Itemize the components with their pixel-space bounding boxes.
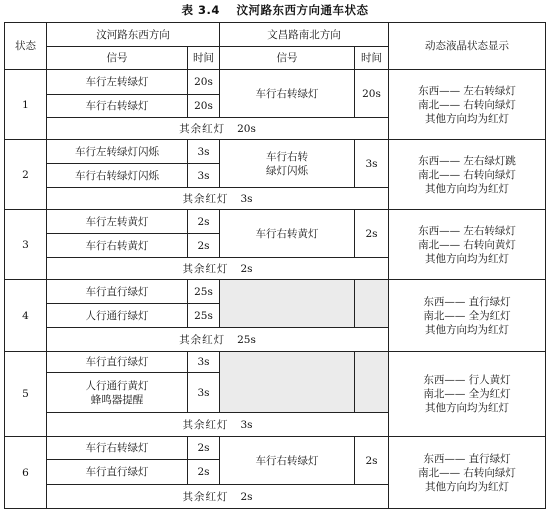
ew-signal: 车行右转绿灯闪烁 <box>47 164 188 188</box>
rest-label: 其余红灯 <box>179 122 226 135</box>
table-row <box>5 280 546 304</box>
rest-label: 其余红灯 <box>182 418 229 431</box>
display-line: 其他方向均为红灯 <box>425 252 509 265</box>
display-line: 南北—— 右转向绿灯 <box>418 466 516 479</box>
ns-time: 3s <box>355 140 389 188</box>
display-line: 东西—— 左右绿灯跳 <box>418 154 516 167</box>
ns-signal: 车行右转绿灯 <box>220 70 355 118</box>
ew-signal: 车行右转绿灯 <box>47 437 188 460</box>
table-row <box>5 70 546 95</box>
ns-signal <box>220 140 355 188</box>
ew-signal: 车行直行绿灯 <box>47 352 188 373</box>
display-line: 东西—— 直行绿灯 <box>423 295 511 308</box>
ew-signal: 车行左转绿灯 <box>47 70 188 95</box>
table-row <box>5 210 546 234</box>
ns-signal-empty <box>220 280 355 328</box>
header-ew-signal: 信号 <box>47 47 188 70</box>
header-ew-group: 汶河路东西方向 <box>47 23 220 47</box>
ew-time: 3s <box>188 373 220 413</box>
ew-signal: 车行直行绿灯 <box>47 280 188 304</box>
display-line: 东西—— 直行绿灯 <box>423 452 511 465</box>
ew-signal: 人行通行绿灯 <box>47 304 188 328</box>
ew-time: 2s <box>188 210 220 234</box>
display-line: 东西—— 行人黄灯 <box>423 374 511 386</box>
rest-label: 其余红灯 <box>179 333 226 346</box>
ew-time: 3s <box>188 352 220 373</box>
state-number: 4 <box>5 280 47 352</box>
ew-signal: 车行左转黄灯 <box>47 210 188 234</box>
rest-time: 3s <box>240 418 253 431</box>
ew-signal: 车行直行绿灯 <box>47 460 188 485</box>
ew-signal <box>47 373 188 413</box>
ew-time: 2s <box>188 460 220 485</box>
caption-text: 汶河路东西方向通车状态 <box>236 3 369 17</box>
rest-red-light <box>47 118 389 140</box>
ns-signal-line: 绿灯闪烁 <box>266 164 308 177</box>
ew-time: 2s <box>188 234 220 258</box>
ns-time: 2s <box>355 437 389 485</box>
rest-time: 2s <box>240 490 253 503</box>
rest-red-light <box>47 413 389 437</box>
ew-time: 3s <box>188 140 220 164</box>
display-line: 其他方向均为红灯 <box>425 402 509 414</box>
display-status <box>389 210 546 280</box>
ew-time: 25s <box>188 280 220 304</box>
header-ns-time: 时间 <box>355 47 389 70</box>
display-status <box>389 70 546 140</box>
state-number: 5 <box>5 352 47 437</box>
display-line: 其他方向均为红灯 <box>425 323 509 336</box>
rest-label: 其余红灯 <box>182 192 229 205</box>
state-number: 6 <box>5 437 47 509</box>
ns-time-empty <box>355 352 389 413</box>
ns-signal: 车行右转绿灯 <box>220 437 355 485</box>
display-line: 其他方向均为红灯 <box>425 480 509 493</box>
ns-time-empty <box>355 280 389 328</box>
table-row <box>5 437 546 460</box>
ew-time: 2s <box>188 437 220 460</box>
rest-label: 其余红灯 <box>182 490 229 503</box>
table-row <box>5 352 546 373</box>
rest-red-light <box>47 485 389 509</box>
display-line: 东西—— 左右转绿灯 <box>418 84 516 97</box>
state-number: 2 <box>5 140 47 210</box>
ew-time: 20s <box>188 95 220 118</box>
ew-time: 25s <box>188 304 220 328</box>
ew-signal-line: 人行通行黄灯 <box>85 379 149 392</box>
table-caption <box>0 2 550 18</box>
display-line: 东西—— 左右转绿灯 <box>418 224 516 237</box>
ew-time: 20s <box>188 70 220 95</box>
header-ns-signal: 信号 <box>220 47 355 70</box>
display-line: 南北—— 全为红灯 <box>423 309 511 322</box>
header-row-1 <box>5 23 546 47</box>
ew-signal: 车行右转黄灯 <box>47 234 188 258</box>
ns-time: 20s <box>355 70 389 118</box>
caption-number: 表 3.4 <box>181 3 220 17</box>
ns-signal: 车行右转黄灯 <box>220 210 355 258</box>
table-row <box>5 140 546 164</box>
rest-red-light <box>47 258 389 280</box>
ns-time: 2s <box>355 210 389 258</box>
ew-signal: 车行右转绿灯 <box>47 95 188 118</box>
ns-signal-line: 车行右转 <box>266 150 308 163</box>
ns-signal-empty <box>220 352 355 413</box>
header-ns-group: 文昌路南北方向 <box>220 23 389 47</box>
display-line: 南北—— 右转向黄灯 <box>418 238 516 251</box>
rest-red-light <box>47 188 389 210</box>
header-display: 动态液晶状态显示 <box>389 23 546 70</box>
display-line: 其他方向均为红灯 <box>425 112 509 125</box>
display-line: 其他方向均为红灯 <box>425 182 509 195</box>
traffic-state-table <box>4 22 546 509</box>
rest-time: 25s <box>237 333 256 346</box>
display-line: 南北—— 右转向绿灯 <box>418 168 516 181</box>
header-state: 状态 <box>5 23 47 70</box>
rest-time: 3s <box>240 192 253 205</box>
display-line: 南北—— 全为红灯 <box>423 388 511 400</box>
state-number: 1 <box>5 70 47 140</box>
ew-signal-line: 蜂鸣器提醒 <box>90 393 144 406</box>
header-ew-time: 时间 <box>188 47 220 70</box>
display-line: 南北—— 右转向绿灯 <box>418 98 516 111</box>
rest-time: 20s <box>237 122 256 135</box>
ew-time: 3s <box>188 164 220 188</box>
rest-label: 其余红灯 <box>182 262 229 275</box>
ew-signal: 车行左转绿灯闪烁 <box>47 140 188 164</box>
rest-red-light <box>47 328 389 352</box>
display-status <box>389 437 546 509</box>
display-status <box>389 140 546 210</box>
display-status <box>389 280 546 352</box>
display-status <box>389 352 546 437</box>
rest-time: 2s <box>240 262 253 275</box>
state-number: 3 <box>5 210 47 280</box>
